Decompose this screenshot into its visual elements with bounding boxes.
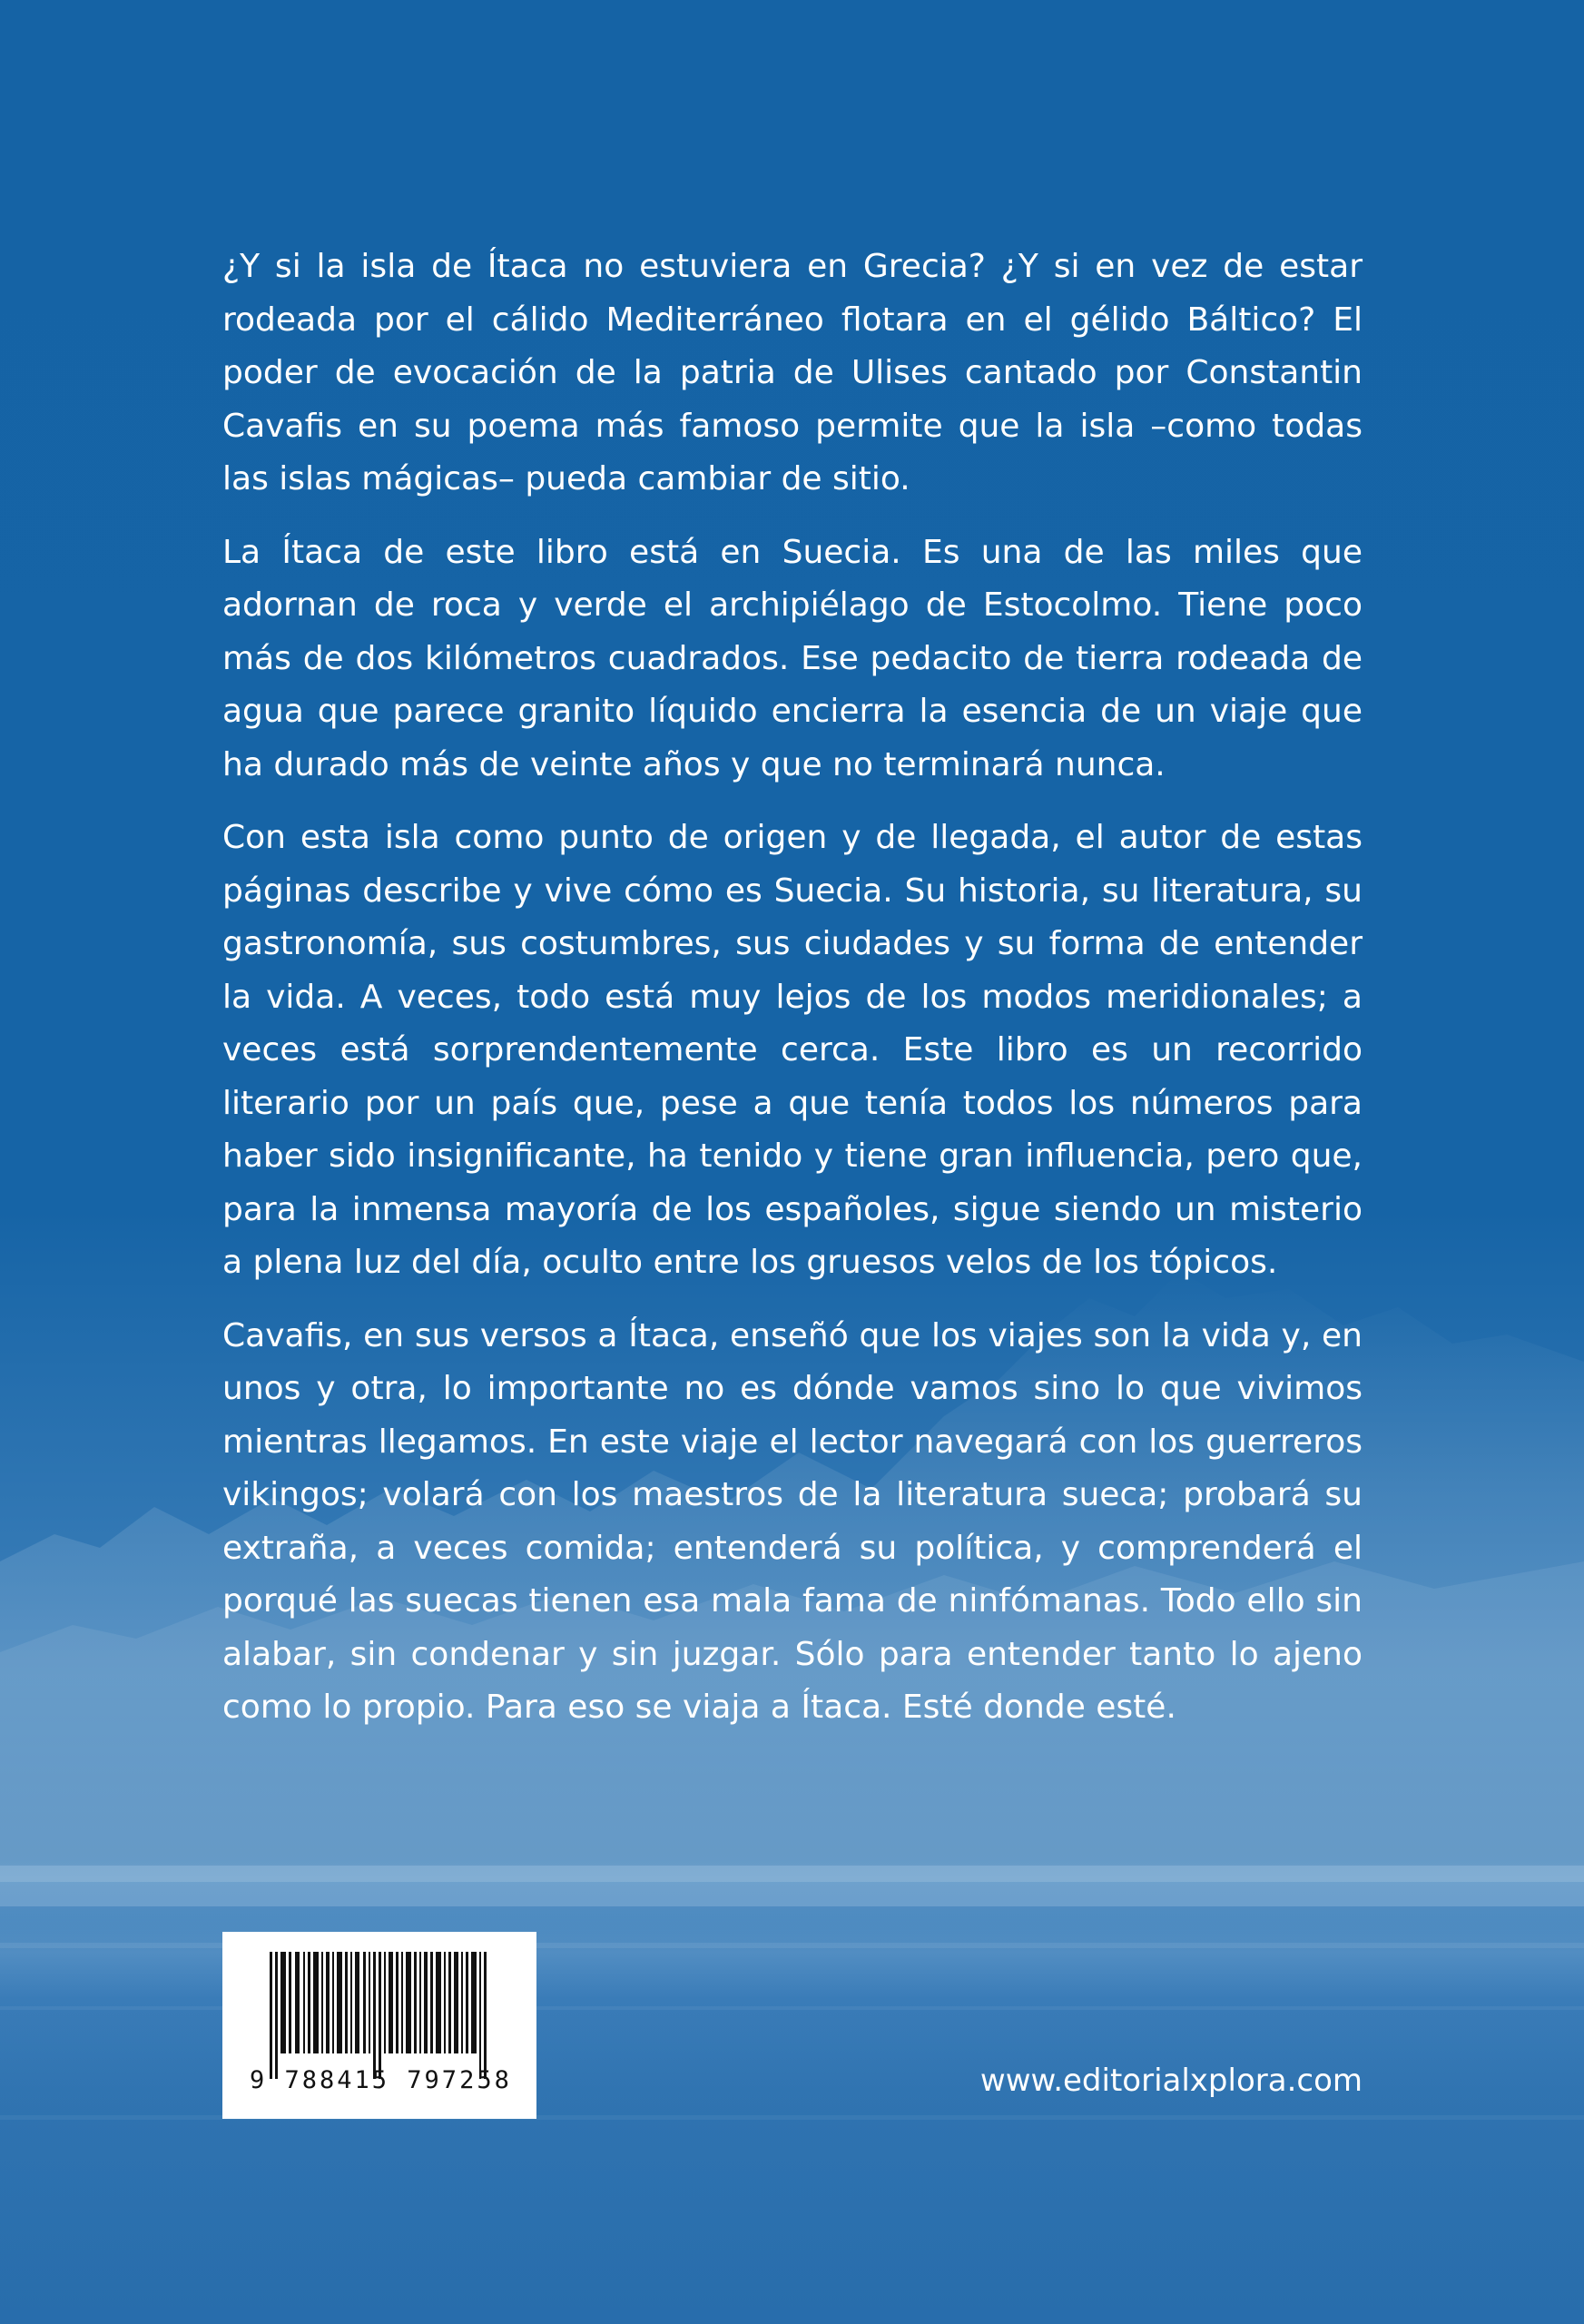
blurb-paragraph-3: Con esta isla como punto de origen y de llegada, el autor de estas páginas describe y vive cómo es Suecia. Su historia, su literatura, su gastronomía, sus costumbres, sus ciudades y su forma de entender la vida. A veces, todo está muy lejos de los modos meridionales; a veces está sorprendentemente cerca. Este libro es un recorrido literario por un país que, pese a que tenía todos los números para haber sido insignificante, ha tenido y tiene gran influencia, pero que, para la inmensa mayoría de los españoles, sigue siendo un misterio a plena luz del día, oculto entre los gruesos velos de los tópicos. — [222, 819, 1363, 1281]
back-cover-blurb — [222, 241, 1363, 1755]
blurb-paragraph-4: Cavafis, en sus versos a Ítaca, enseñó que los viajes son la vida y, en unos y otra, lo importante no es dónde vamos sino lo que vivimos mientras llegamos. En este viaje el lector navegará con los guerreros vikingos; volará con los maestros de la literatura sueca; probará su extraña, a veces comida; entenderá su política, y comprenderá el porqué las suecas tienen esa mala fama de ninfómanas. Todo ello sin alabar, sin condenar y sin juzgar. Sólo para entender tanto lo ajeno como lo propio. Para eso se viaja a Ítaca. Esté donde esté. — [222, 1316, 1363, 1726]
publisher-website: www.editorialxplora.com — [979, 2063, 1363, 2099]
blurb-paragraph-1: ¿Y si la isla de Ítaca no estuviera en Grecia? ¿Y si en vez de estar rodeada por el cálido Mediterráneo flotara en el gélido Báltico? El poder de evocación de la patria de Ulises cantado por Constantin Cavafis en su poema más famoso permite que la isla –como todas las islas mágicas– pueda cambiar de sitio. — [222, 248, 1363, 497]
blurb-paragraph-2: La Ítaca de este libro está en Suecia. Es una de las miles que adornan de roca y verde el archipiélago de Estocolmo. Tiene poco más de dos kilómetros cuadrados. Ese pedacito de tierra rodeada de agua que parece granito líquido encierra la esencia de un viaje que ha durado más de veinte años y que no terminará nunca. — [222, 533, 1363, 783]
isbn-digits: 9 788415 797258 — [250, 2066, 512, 2094]
isbn-barcode — [222, 1932, 536, 2119]
